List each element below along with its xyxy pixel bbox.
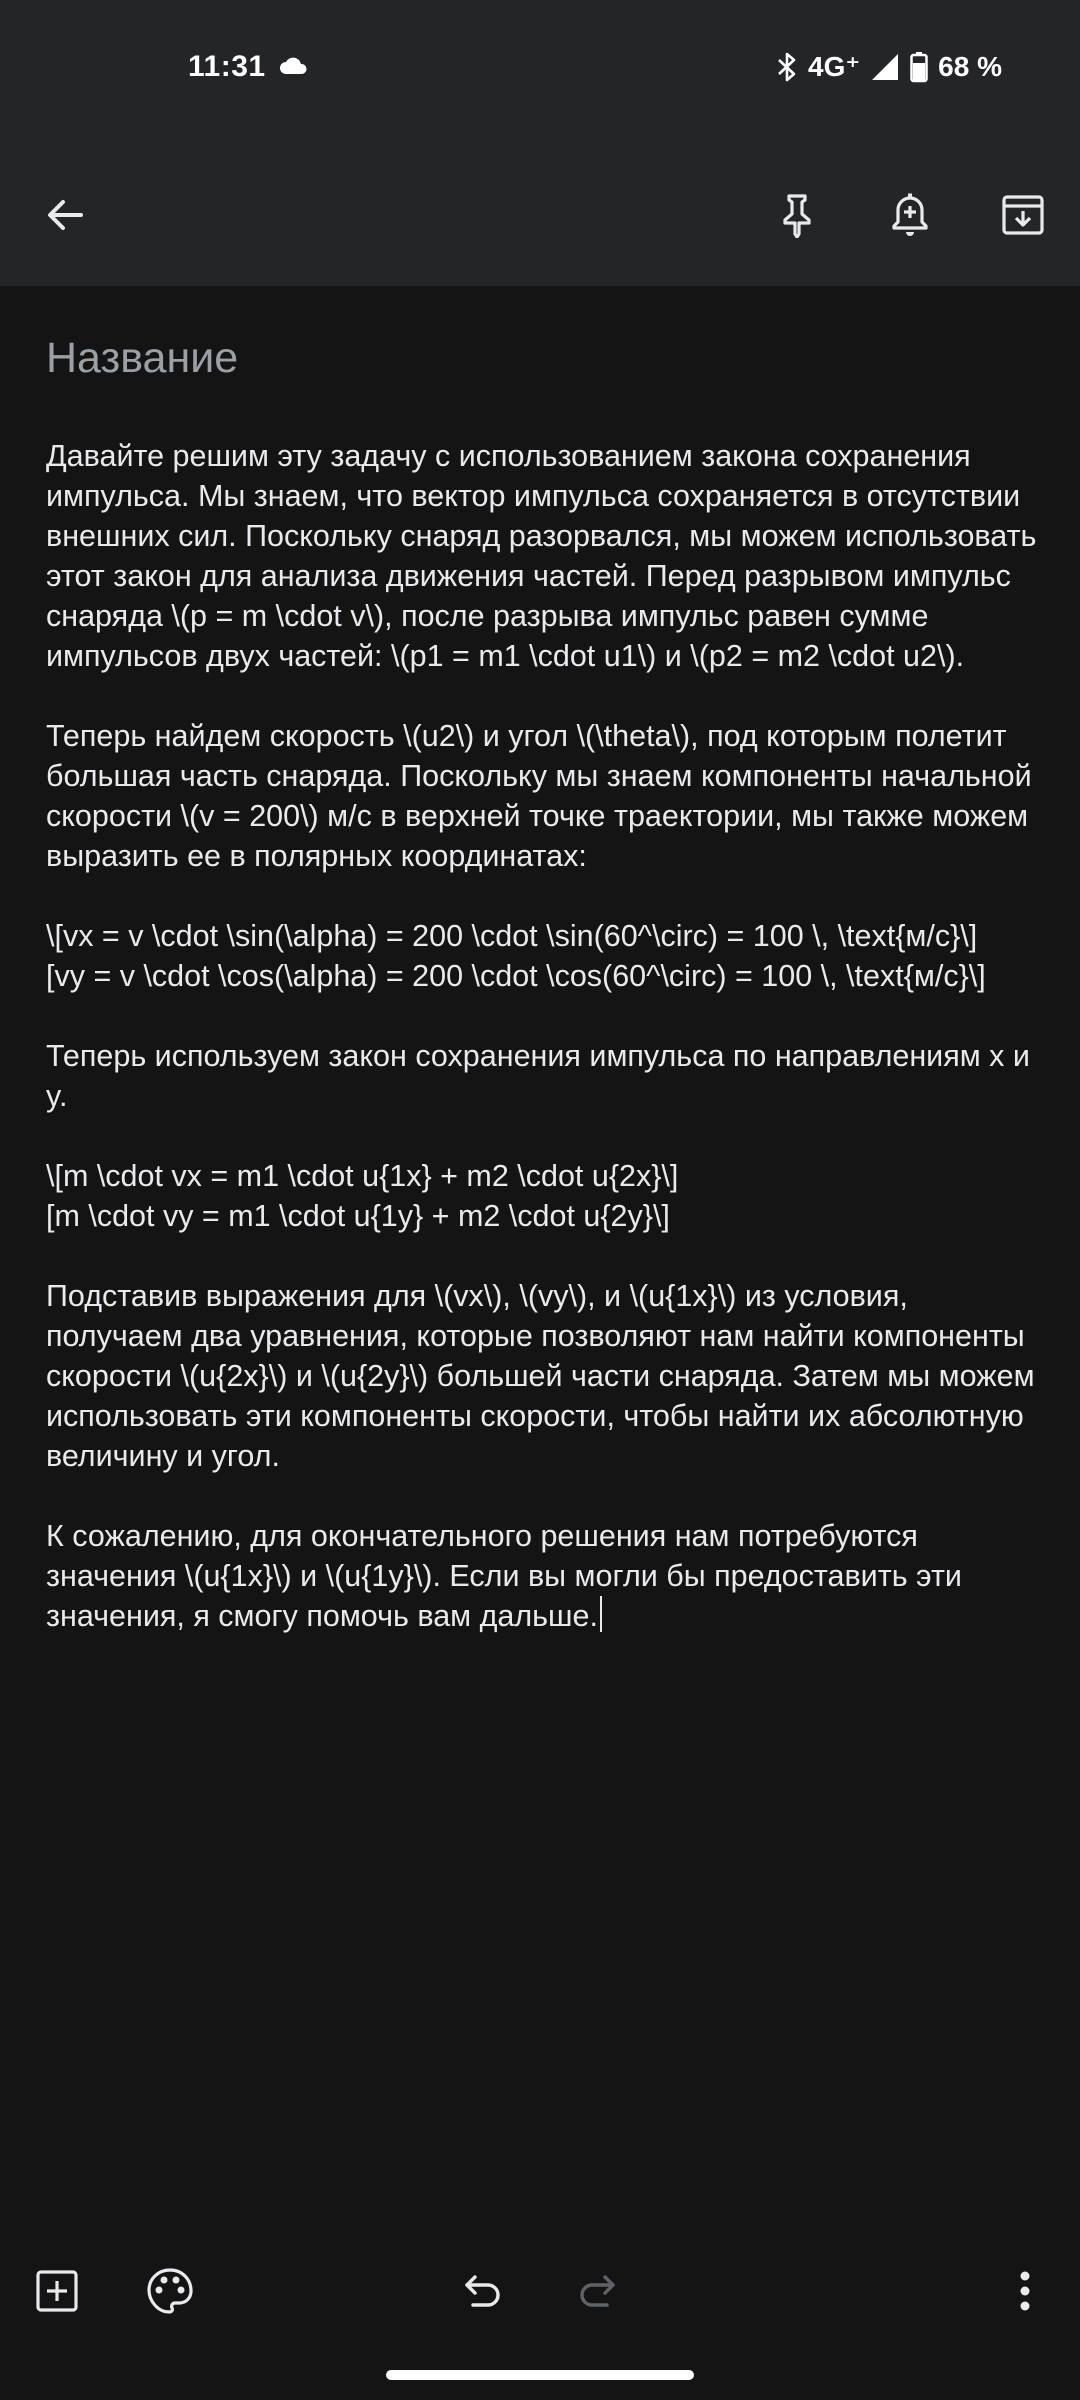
more-vert-icon[interactable] <box>990 2256 1060 2326</box>
note-paragraph: К сожалению, для окончательного решения нам потребуются значения \(u{1x}\) и \(u{1y}\). Если вы могли бы предоставить эти значения, я смогу помочь вам дальше. <box>46 1519 971 1633</box>
note-body-input[interactable] <box>46 436 1046 1636</box>
note-editor <box>0 286 1080 2226</box>
undo-icon[interactable] <box>448 2256 518 2326</box>
redo-icon[interactable] <box>562 2256 632 2326</box>
status-icons <box>776 50 1002 83</box>
note-toolbar <box>0 140 1080 286</box>
bluetooth-icon <box>776 51 798 83</box>
note-title-input[interactable]: Название <box>46 334 239 382</box>
add-box-icon[interactable] <box>22 2256 92 2326</box>
signal-icon <box>870 52 900 82</box>
note-paragraph: Давайте решим эту задачу с использованием закона сохранения импульса. Мы знаем, что вектор импульса сохраняется в отсутствии внешних сил. Поскольку снаряд разорвался, мы можем использовать этот закон для анализа движения частей. Перед разрывом импульс снаряда \(p = m \cdot v\), после разрыва импульс равен сумме импульсов двух частей: \(p1 = m1 \cdot u1\) и \(p2 = m2 \cdot u2\). <box>46 439 1045 673</box>
battery-percent: 68 % <box>938 50 1002 82</box>
network-type: 4G⁺ <box>808 51 861 82</box>
home-indicator[interactable] <box>386 2370 694 2380</box>
note-paragraph: Подставив выражения для \(vx\), \(vy\), и \(u{1x}\) из условия, получаем два уравнения, которые позволяют нам найти компоненты скорости \(u{2x}\) и \(u{2y}\) большей части снаряда. Затем мы можем использовать эти компоненты скорости, чтобы найти их абсолютную величину и угол. <box>46 1279 1044 1473</box>
pin-icon[interactable] <box>762 180 832 250</box>
note-paragraph: \[vx = v \cdot \sin(\alpha) = 200 \cdot \sin(60^\circ) = 100 \, \text{м/с}\] [vy = v \cdot \cos(\alpha) = 200 \cdot \cos(60^\circ) = 100 \, \text{м/с}\] <box>46 919 986 993</box>
status-bar <box>0 0 1080 140</box>
status-time: 11:31 <box>188 50 266 83</box>
battery-icon <box>910 51 928 83</box>
palette-icon[interactable] <box>135 2256 205 2326</box>
bottom-bar <box>0 2226 1080 2356</box>
note-paragraph: \[m \cdot vx = m1 \cdot u{1x} + m2 \cdot u{2x}\] [m \cdot vy = m1 \cdot u{1y} + m2 \cdot u{2y}\] <box>46 1159 679 1233</box>
note-paragraph: Теперь найдем скорость \(u2\) и угол \(\theta\), под которым полетит большая часть снаряда. Поскольку мы знаем компоненты начальной скорости \(v = 200\) м/с в верхней точке траектории, мы также можем выразить ее в полярных координатах: <box>46 719 1041 873</box>
reminder-bell-icon[interactable] <box>875 180 945 250</box>
weather-cloud-icon <box>280 54 308 76</box>
back-arrow-icon[interactable] <box>30 180 100 250</box>
note-paragraph: Теперь используем закон сохранения импульса по направлениям x и y. <box>46 1039 1039 1113</box>
text-cursor <box>600 1596 602 1632</box>
archive-icon[interactable] <box>988 180 1058 250</box>
